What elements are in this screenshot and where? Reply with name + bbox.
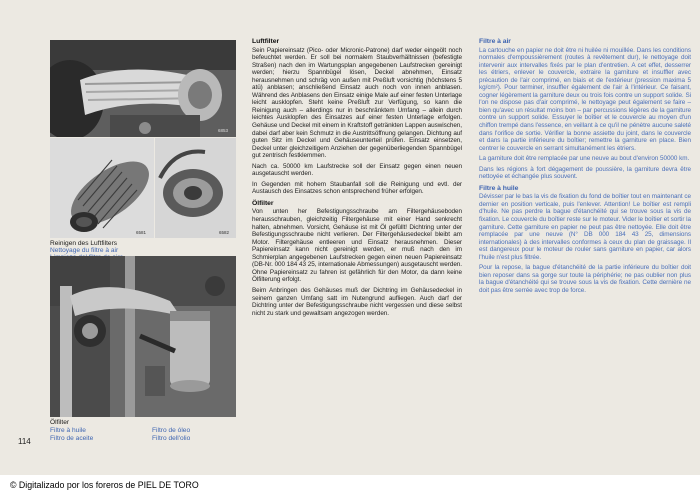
paragraph-dusty-regions-de: In Gegenden mit hohem Staubanfall soll die Reinigung und evtl. der Austausch des Einsatzes schon entsprechend früher erfolgen. — [252, 180, 462, 196]
paragraph-oil-filter-fitting-fr: Pour la repose, la bague d'étanchéité de la partie inférieure du boîtier doit bien reposer dans sa gorge sur toute la périphérie; ne pas oublier non plus la bague d'étanchéité qui se trouve sous la vis de fixation. Cette dernière ne doit pas être serrée avec trop de force. — [479, 264, 691, 294]
oil-filter-photo — [50, 256, 236, 417]
caption-air-filter-fr: Nettoyage du filtre à air — [50, 247, 119, 254]
caption-oil-filter-fr: Filtre à huile — [50, 427, 86, 434]
figure-number: 6582 — [219, 230, 230, 235]
paragraph-oil-filter-fr: Dévisser par le bas la vis de fixation du fond de boîtier tout en maintenant ce dernier en position verticale, puis l'enlever. Attention! Le boîtier est rempli d'huile. Ne pas perdre la bague d'étanchéité qui se trouve sous la vis de fixation. Le couvercle du boîtier reste sur le moteur. Vider le boîtier et sortir la garniture. Cette garniture en papier ne peut pas être nettoyée. Elle doit être remplacée par une neuve (N° DB 000 184 43 25, dimensions internationales) à des intervalles conformes à ceux du plan de graissage. Il est dangereux pour le moteur de rouler sans garniture en papier, car alors l'huile n'est plus filtrée. — [479, 193, 691, 261]
caption-oil-filter-de: Ölfilter — [50, 419, 70, 426]
filter-cartridge-illustration — [50, 138, 154, 238]
paragraph-replacement-fr: La garniture doit être remplacée par une neuve au bout d'environ 50000 km. — [479, 155, 690, 163]
page-number: 114 — [18, 437, 31, 446]
oil-filter-illustration — [50, 256, 236, 417]
caption-oil-filter-pt: Filtro de óleo — [152, 427, 191, 434]
german-column — [252, 38, 462, 320]
figure-number: 6853 — [218, 128, 229, 133]
air-filter-engine-photo — [50, 40, 236, 137]
filter-lid-photo — [155, 138, 236, 238]
paragraph-oil-filter-fitting-de: Beim Anbringen des Gehäuses muß der Dichtring im Gehäusedeckel in seinem ganzen Umfang satt im Nutengrund aufliegen. Auch darf der Dichtring unter der Befestigungsschraube nicht vergessen und diese selbst nicht zu stark und gewaltsam angezogen werden. — [252, 286, 462, 317]
paragraph-air-filter-fr: La cartouche en papier ne doit être ni huilée ni mouillée. Dans les conditions normales d'empoussièrement (routes à revêtement dur), le nettoyage doit intervenir aux intervalles fixés par le plan d'entretien. A cet effet, desserrer les étriers, enlever le couvercle, extraire la garniture et insuffler avec précaution de l'air comprimé, en biais et de l'extérieur (pression maxima 5 kg/cm²). Pour terminer, insuffler également de l'air à l'intérieur. Ce faisant, cogner légèrement la garniture deux ou trois fois contre un support solide. Si l'on ne dispose pas d'air comprimé, le nettoyage peut également se faire – bien qu'avec un résultat moins bon – par percussions légères de la garniture contre un support solide. Essuyer le boîtier et le couvercle au moyen d'un chiffon trempé dans l'essence, en veillant à ce qu'il ne pénètre aucune saleté dans l'orifice de sortie. Vérifier la bonne assiette du joint, dans le couvercle et dans la partie inférieure du boîtier; remettre la garniture en place. Bien centrer le couvercle en serrant simultanément les étriers. — [479, 46, 691, 152]
paragraph-air-filter-de: Sein Papiereinsatz (Pico- oder Micronic-Patrone) darf weder eingeölt noch befeuchtet werden. Er soll bei normalem Staubverhältnissen (befestigte Straßen) nach den im Wartungsplan angegebenen Laufstrecken gereinigt werden; hierzu Spannbügel lösen, Deckel abnehmen, Einsatz herausnehmen und schräg von außen mit Preßluft vorsichtig (höchstens 5 atü) anblasen; anschließend Einsatz auch noch von innen anblasen. Während des Anblasens den Einsatz einige Male auf einer festen Unterlage leicht ausklopfen. Steht keine Preßluft zur Verfügung, so kann die Reinigung auch – allerdings nur in beschränktem Umfang – allein durch leichtes Ausklopfen des Einsatzes auf einer festen Unterlage erfolgen. Gehäuse und Deckel mit einem in Kraftstoff getränkten Lappen auswischen, dabei darf aber kein Schmutz in die Austrittsöffnung gelangen. Dichtung auf guten Sitz im Deckel und Gehäuseunterteil prüfen. Einsatz einsetzen, Deckel unter gleichzeitigem Anziehen der gegenüberliegenden Spannbügel gut zentrisch festklemmen. — [252, 46, 462, 160]
paragraph-dusty-regions-fr: Dans les régions à fort dégagement de poussière, la garniture devra être nettoyée et échangée plus souvent. — [479, 165, 691, 181]
paragraph-oil-filter-de: Von unten her Befestigungsschraube am Filtergehäuseboden herausschrauben, gleichzeitig Filtergehäuse mit einer Hand senkrecht halten, abnehmen. Vorsicht, Gehäuse ist mit Öl gefüllt! Dichtring unter der Befestigungsschraube nicht verlieren. Der Filtergehäusedeckel bleibt am Motor. Filtergehäuse entleeren und Einsatz herausnehmen. Dieser Papiereinsatz kann nicht gereinigt werden, er muß nach den im Schmierplan angegebenen Laufstrecken gegen einen neuen Papiereinsatz (DB-Nr. 000 184 43 25, internationale Abmessungen) ausgetauscht werden. Ohne Papiereinsatz zu fahren ist gefährlich für den Motor, da dann keine Ölfilterung erfolgt. — [252, 208, 462, 284]
caption-air-filter-de: Reinigen des Luftfilters — [50, 240, 118, 247]
air-filter-engine-illustration — [50, 40, 236, 137]
heading-air-filter-fr: Filtre à air — [479, 38, 511, 45]
heading-oil-filter-fr: Filtre à huile — [479, 184, 519, 192]
figure-number: 6581 — [136, 230, 147, 235]
filter-cartridge-photo — [50, 138, 154, 238]
paragraph-replacement-de: Nach ca. 50000 km Laufstrecke soll der Einsatz gegen einen neuen ausgetauscht werden. — [252, 162, 462, 178]
caption-oil-filter-es: Filtro de aceite — [50, 435, 94, 442]
caption-oil-filter-it: Filtro dell'olio — [152, 435, 191, 442]
footer-credit: © Digitalizado por los foreros de PIEL DE TORO — [10, 480, 199, 490]
heading-air-filter-de: Luftfilter — [252, 38, 280, 45]
french-column — [479, 38, 691, 298]
filter-lid-illustration — [155, 138, 236, 238]
heading-oil-filter-de: Ölfilter — [252, 199, 274, 207]
